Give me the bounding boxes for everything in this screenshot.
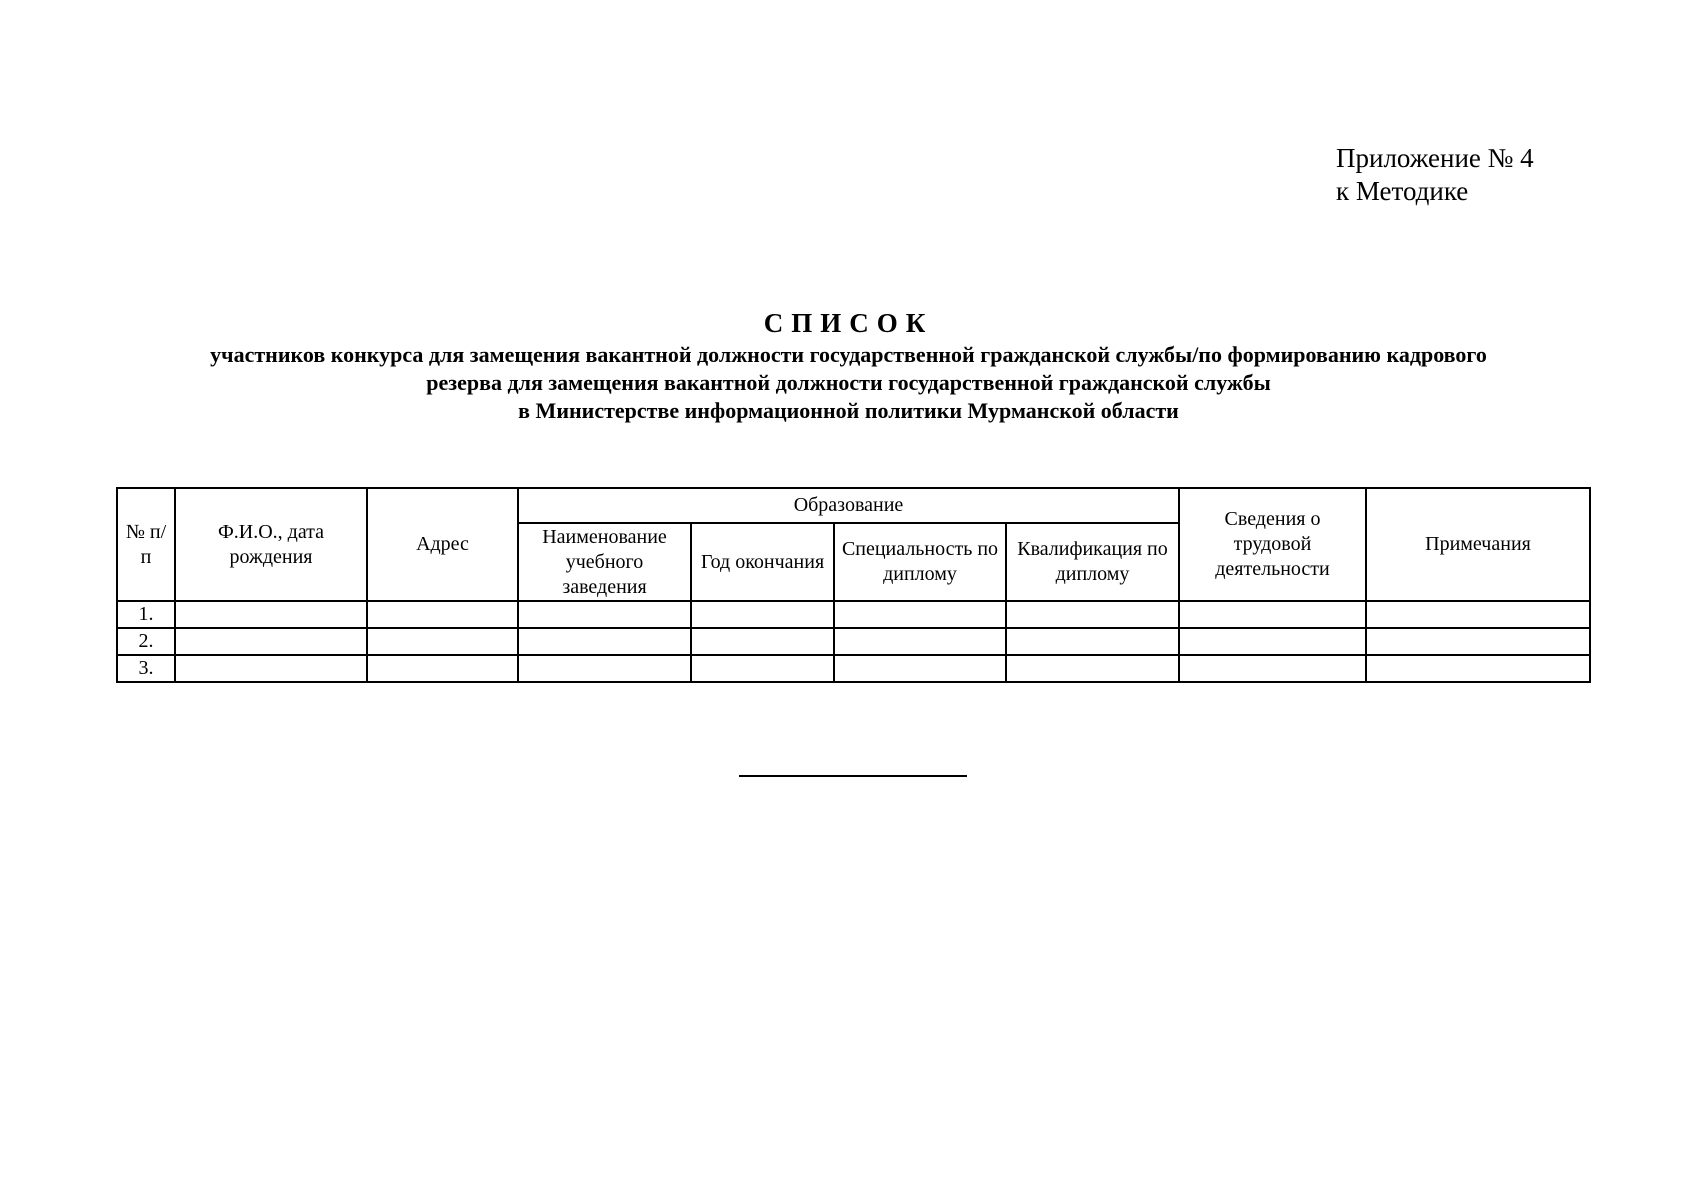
- end-divider-line: [739, 775, 967, 777]
- specialty-cell: [834, 601, 1006, 628]
- address-cell: [367, 628, 518, 655]
- header-employment: Сведения о трудовой деятельности: [1179, 488, 1366, 601]
- header-address: Адрес: [367, 488, 518, 601]
- institution-cell: [518, 628, 691, 655]
- header-education: Образование: [518, 488, 1179, 523]
- row-number: 3.: [117, 655, 175, 682]
- employment-cell: [1179, 601, 1366, 628]
- address-cell: [367, 601, 518, 628]
- header-institution: Наименование учебного заведения: [518, 523, 691, 601]
- notes-cell: [1366, 601, 1590, 628]
- row-number: 1.: [117, 601, 175, 628]
- appendix-reference: [1336, 142, 1534, 208]
- notes-cell: [1366, 655, 1590, 682]
- title-line-3: в Министерстве информационной политики Мурманской области: [518, 398, 1179, 423]
- specialty-cell: [834, 628, 1006, 655]
- row-number: 2.: [117, 628, 175, 655]
- appendix-number: Приложение № 4: [1336, 143, 1534, 173]
- institution-cell: [518, 655, 691, 682]
- qualification-cell: [1006, 601, 1179, 628]
- document-title: [0, 305, 1697, 425]
- header-fio: Ф.И.О., дата рождения: [175, 488, 367, 601]
- specialty-cell: [834, 655, 1006, 682]
- fio-cell: [175, 655, 367, 682]
- graduation-year-cell: [691, 628, 834, 655]
- appendix-to-methodology: к Методике: [1336, 176, 1469, 206]
- fio-cell: [175, 628, 367, 655]
- header-number: № п/п: [117, 488, 175, 601]
- title-line-1: участников конкурса для замещения вакантной должности государственной гражданской службы/по формированию кадрового: [210, 342, 1487, 367]
- participants-table: [116, 487, 1591, 683]
- header-qualification: Квалификация по диплому: [1006, 523, 1179, 601]
- graduation-year-cell: [691, 655, 834, 682]
- table-header-row: [117, 488, 1590, 523]
- employment-cell: [1179, 628, 1366, 655]
- institution-cell: [518, 601, 691, 628]
- qualification-cell: [1006, 628, 1179, 655]
- graduation-year-cell: [691, 601, 834, 628]
- table-row: [117, 628, 1590, 655]
- header-specialty: Специальность по диплому: [834, 523, 1006, 601]
- title-line-2: резерва для замещения вакантной должности государственной гражданской службы: [426, 370, 1271, 395]
- table-row: [117, 655, 1590, 682]
- fio-cell: [175, 601, 367, 628]
- table-row: [117, 601, 1590, 628]
- qualification-cell: [1006, 655, 1179, 682]
- address-cell: [367, 655, 518, 682]
- employment-cell: [1179, 655, 1366, 682]
- header-graduation-year: Год окончания: [691, 523, 834, 601]
- notes-cell: [1366, 628, 1590, 655]
- title-word: СПИСОК: [763, 308, 934, 338]
- header-notes: Примечания: [1366, 488, 1590, 601]
